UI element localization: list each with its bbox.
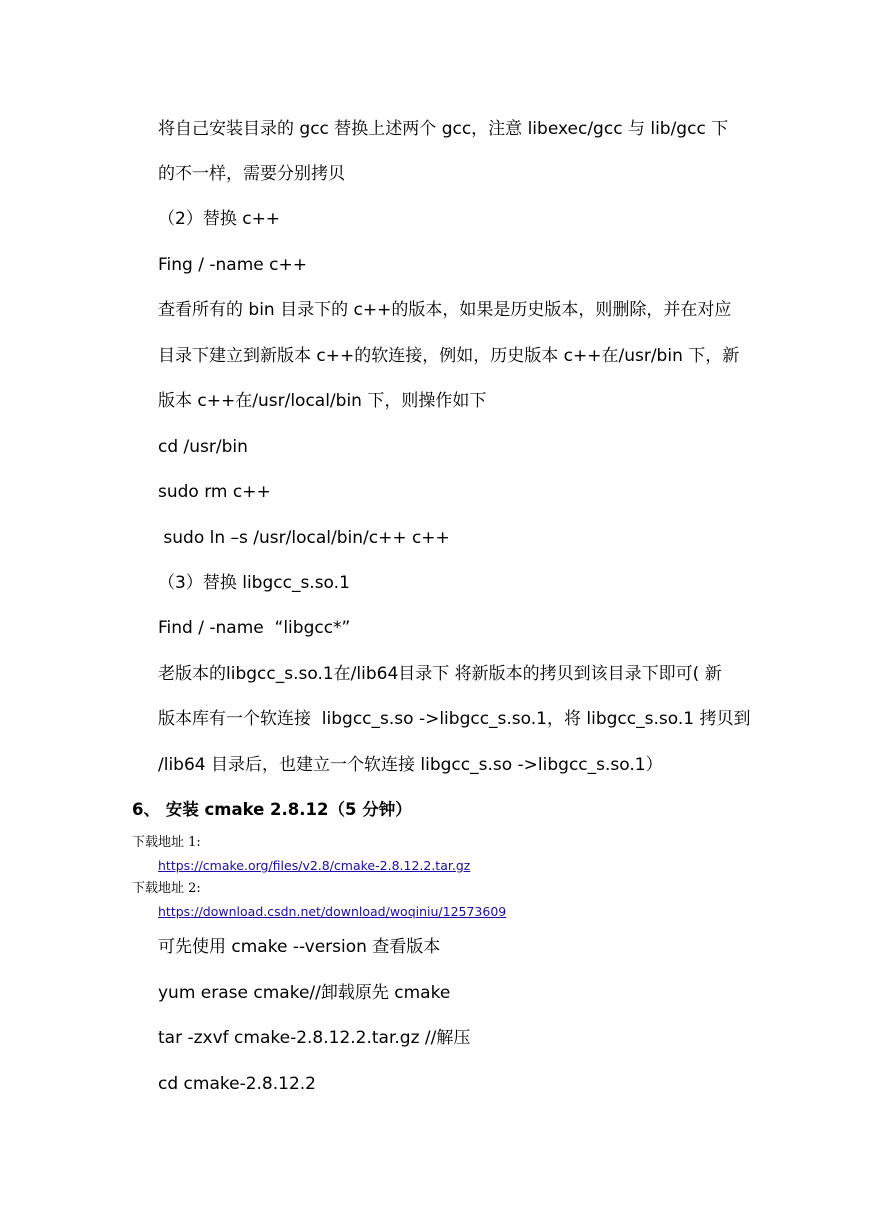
download-link-2[interactable]: https://download.csdn.net/download/woqiniu/12573609 bbox=[158, 904, 507, 919]
paragraph-cpp-versions-2: 目录下建立到新版本 c++的软连接，例如，历史版本 c++在/usr/bin 下，新 bbox=[158, 346, 740, 366]
command-cd-cmake-dir: cd cmake-2.8.12.2 bbox=[158, 1074, 316, 1094]
paragraph-cpp-versions-3: 版本 c++在/usr/local/bin 下，则操作如下 bbox=[158, 391, 487, 411]
download-label-2: 下载地址 2: bbox=[132, 881, 201, 896]
download-label-1: 下载地址 1: bbox=[132, 835, 201, 850]
command-find-cpp: Fing / -name c++ bbox=[158, 255, 307, 275]
command-tar-extract-cmake: tar -zxvf cmake-2.8.12.2.tar.gz //解压 bbox=[158, 1028, 471, 1048]
command-find-libgcc: Find / -name “libgcc*” bbox=[158, 618, 351, 638]
section-heading-install-cmake: 6、 安装 cmake 2.8.12（5 分钟） bbox=[132, 800, 412, 819]
command-rm-cpp: sudo rm c++ bbox=[158, 482, 271, 502]
step-replace-cpp-title: （2）替换 c++ bbox=[158, 209, 281, 229]
command-ln-cpp: sudo ln –s /usr/local/bin/c++ c++ bbox=[158, 528, 450, 548]
paragraph-gcc-replace-2: 的不一样，需要分别拷贝 bbox=[158, 164, 345, 184]
paragraph-libgcc-2: 版本库有一个软连接 libgcc_s.so ->libgcc_s.so.1，将 libgcc_s.so.1 拷贝到 bbox=[158, 709, 751, 729]
paragraph-cpp-versions-1: 查看所有的 bin 目录下的 c++的版本，如果是历史版本，则删除，并在对应 bbox=[158, 300, 732, 320]
paragraph-libgcc-1: 老版本的libgcc_s.so.1在/lib64目录下 将新版本的拷贝到该目录下即可( 新 bbox=[158, 664, 722, 684]
command-yum-erase-cmake: yum erase cmake//卸载原先 cmake bbox=[158, 983, 451, 1003]
command-cd-usr-bin: cd /usr/bin bbox=[158, 437, 248, 457]
step-replace-libgcc-title: （3）替换 libgcc_s.so.1 bbox=[158, 573, 350, 593]
download-link-1[interactable]: https://cmake.org/files/v2.8/cmake-2.8.12.2.tar.gz bbox=[158, 858, 471, 873]
paragraph-gcc-replace-1: 将自己安装目录的 gcc 替换上述两个 gcc，注意 libexec/gcc 与 lib/gcc 下 bbox=[158, 119, 729, 139]
paragraph-libgcc-3: /lib64 目录后，也建立一个软连接 libgcc_s.so ->libgcc_s.so.1） bbox=[158, 755, 663, 775]
step-check-cmake-version: 可先使用 cmake --version 查看版本 bbox=[158, 937, 441, 957]
